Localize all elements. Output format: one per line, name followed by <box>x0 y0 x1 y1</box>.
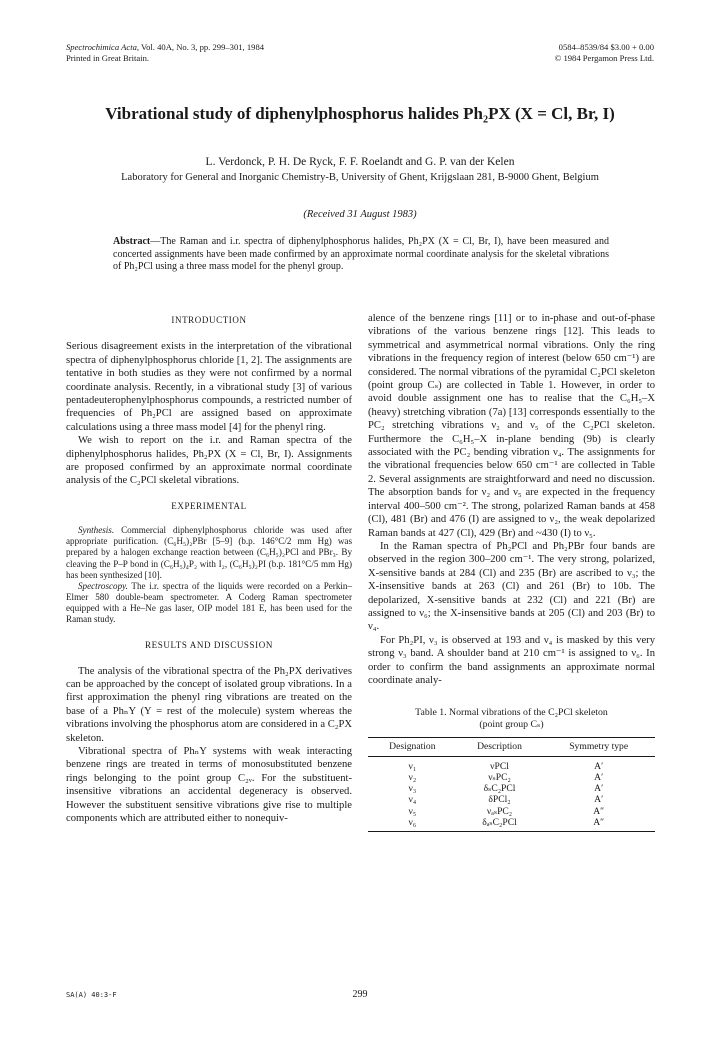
synthesis-label: Synthesis. <box>78 525 115 536</box>
right-paragraph-3: For Ph₂PI, ν₃ is observed at 193 and ν₄ is masked by this very strong ν₃ band. A shoulder band at 210 cm⁻¹ is assigned to ν₆. In order to confirm the band assignments an approximate normal coordinate analy- <box>368 634 655 686</box>
authors: L. Verdonck, P. H. De Ryck, F. F. Roelandt and G. P. van der Kelen <box>205 156 515 168</box>
right-column <box>368 312 655 832</box>
received-date: (Received 31 August 1983) <box>303 209 417 220</box>
synthesis-text: Commercial diphenylphosphorus chloride was used after appropriate purification. (C₆H₅)₂PBr [5–9] (b.p. 146°C/2 mm Hg) was prepared by a halogen exchange reaction between (C₆H₅)₂PCl and PBr₃. By cleaving the P–P bond in (C₆H₅)₄P₂ with I₂, (C₆H₅)₂PI (b.p. 181°C/5 mm Hg) has been synthesized [10]. <box>66 525 352 580</box>
paper-title: Vibrational study of diphenylphosphorus halides Ph₂PX (X = Cl, Br, I) <box>105 104 615 123</box>
experimental-text <box>66 525 352 625</box>
copyright: © 1984 Pergamon Press Ltd. <box>554 53 654 63</box>
journal-volume: Vol. 40A, No. 3, pp. 299–301, 1984 <box>139 42 265 52</box>
table-row: ν₆ δₐₛC₂PCl A″ <box>368 817 655 832</box>
issn-code: 0584–8539/84 $3.00 + 0.00 <box>558 42 654 52</box>
table-row: ν₁ νPCl A′ <box>408 760 604 772</box>
spectroscopy-text: The i.r. spectra of the liquids were recorded on a Perkin–Elmer 580 double-beam spectrometer. A Coderg Raman spectrometer equipped with a He–Ne gas laser, OIP model 181 E, has been used for the Raman study. <box>66 580 352 625</box>
table-row: ν₂ νₛPC₂ A′ <box>408 771 604 783</box>
table-row: ν₄ δPCl₂ A′ <box>408 794 604 806</box>
spectroscopy-label: Spectroscopy. <box>78 580 128 591</box>
journal-name: Spectrochimica Acta, <box>66 42 140 52</box>
abstract-label: Abstract <box>113 236 151 247</box>
running-header-left <box>66 42 264 64</box>
table-row: ν₅ νₐₛPC₂ A″ <box>408 805 605 817</box>
table-header: Designation <box>368 738 457 756</box>
right-paragraph-2: In the Raman spectra of Ph₂PCl and Ph₂PBr four bands are observed in the region 300–200 cm⁻¹. The very strong, polarized, X-sensitive bands at 284 (Cl) and 235 (Br) are ascribed to ν₃; the X-insensitive bands at 263 (Cl) and 261 (Br) to 10b. The depolarized, X-sensitive bands at 232 (Cl) and 221 (Br) are assigned to ν₆; the X-insensitive bands at 205 (Cl) and 203 (Br) to ν₄. <box>368 540 655 633</box>
results-paragraph-2: Vibrational spectra of PhₙY systems with weak interacting benzene rings are treated in terms of monosubstituted benzene rings belonging to the point group C₂ᵥ. For the substituent-insensitive vibrations an accidental degeneracy is observed. However the substituent sensitive vibrations give rise to multiple components which are attributed either to nonequiv- <box>66 745 352 824</box>
table-row: ν₃ δₛC₂PCl A′ <box>408 783 604 795</box>
intro-paragraph-1: Serious disagreement exists in the interpretation of the vibrational spectra of diphenylphosphorus chloride [1, 2]. The assignments are tentative in both studies as they were not confirmed by a normal coordinate analysis. Recently, in a vibrational study [3] of various pentadeuterophenylphosphorus compounds, a restricted number of frequencies of Ph₂PCl are assigned based on approximate calculations using a three mass model [4] for the phenyl ring. <box>66 341 352 433</box>
page-number: 299 <box>352 989 368 1000</box>
intro-paragraph-2: We wish to report on the i.r. and Raman spectra of the diphenylphosphorus halides, Ph₂PX (X = Cl, Br, I). Assignments are proposed confirmed by an approximate normal coordinate analysis of the C₂PCl skeletal vibrations. <box>66 435 352 487</box>
table-1-grid <box>368 737 655 832</box>
table-1 <box>368 707 655 832</box>
section-heading-introduction: INTRODUCTION <box>171 315 247 325</box>
results-paragraph-1: The analysis of the vibrational spectra of the Ph₂PX derivatives can be approached by the concept of isolated group vibrations. In a first approximation the phenyl ring vibrations are treated on the base of a PhₙY (Y = rest of the molecule) system whereas the vibrations involving the phosphorus atom are considered in a C₂PX skeleton. <box>66 665 352 744</box>
left-column <box>66 312 352 825</box>
right-paragraph-1: alence of the benzene rings [11] or to in-phase and out-of-phase vibrations of the various benzene rings [12]. This leads to symmetrical and asymmetrical normal vibrations. Only the ring vibrations in the frequency region of interest (below 650 cm⁻¹) are considered. The normal vibrations of the pyramidal C₂PCl skeleton (point group Cₛ) are collected in Table 1. However, in order to avoid double assignment one has to realise that the C₆H₅–X (heavy) stretching vibration (7a) [13] corresponds essentially to the PC₂ stretching vibrations ν₂ and ν₅ of the C₂PCl skeleton. Furthermore the C₆H₅–X in-plane bending (9b) is clearly associated with the PC₂ bending vibration ν₄. The assignments for the vibrational frequencies below 650 cm⁻¹ are collected in Table 2. Several assignments are straightforward and need no discussion. The absorption bands for ν₂ and ν₅ are expected in the frequency interval 400–500 cm⁻². The strong, polarized Raman bands at 458 (Cl), 481 (Br) and 476 (I) are assigned to ν₂, the weak depolarized Raman bands at 427 (Cl), 429 (Br) and ~430 (I) to ν₅. <box>368 313 655 539</box>
section-heading-results: RESULTS AND DISCUSSION <box>145 640 273 651</box>
running-header-right <box>555 42 654 64</box>
printed-in: Printed in Great Britain. <box>66 53 150 63</box>
table-1-title: Table 1. Normal vibrations of the C₂PCl skeleton (point group Cₛ) <box>415 707 608 731</box>
table-header: Description <box>457 738 543 756</box>
table-header: Symmetry type <box>542 738 655 756</box>
abstract <box>113 236 609 274</box>
abstract-text: —The Raman and i.r. spectra of diphenylphosphorus halides, Ph₂PX (X = Cl, Br, I), have been measured and concerted assignments have been made confirmed by an approximate normal coordinate analysis for the skeletal vibrations of Ph₂PCl using a three mass model for the phenyl group. <box>113 236 609 272</box>
section-heading-experimental: EXPERIMENTAL <box>171 500 247 511</box>
affiliation: Laboratory for General and Inorganic Chemistry-B, University of Ghent, Krijgslaan 281, B-9000 Ghent, Belgium <box>121 172 599 183</box>
footer-code: SA(A) 40:3-F <box>66 991 117 999</box>
